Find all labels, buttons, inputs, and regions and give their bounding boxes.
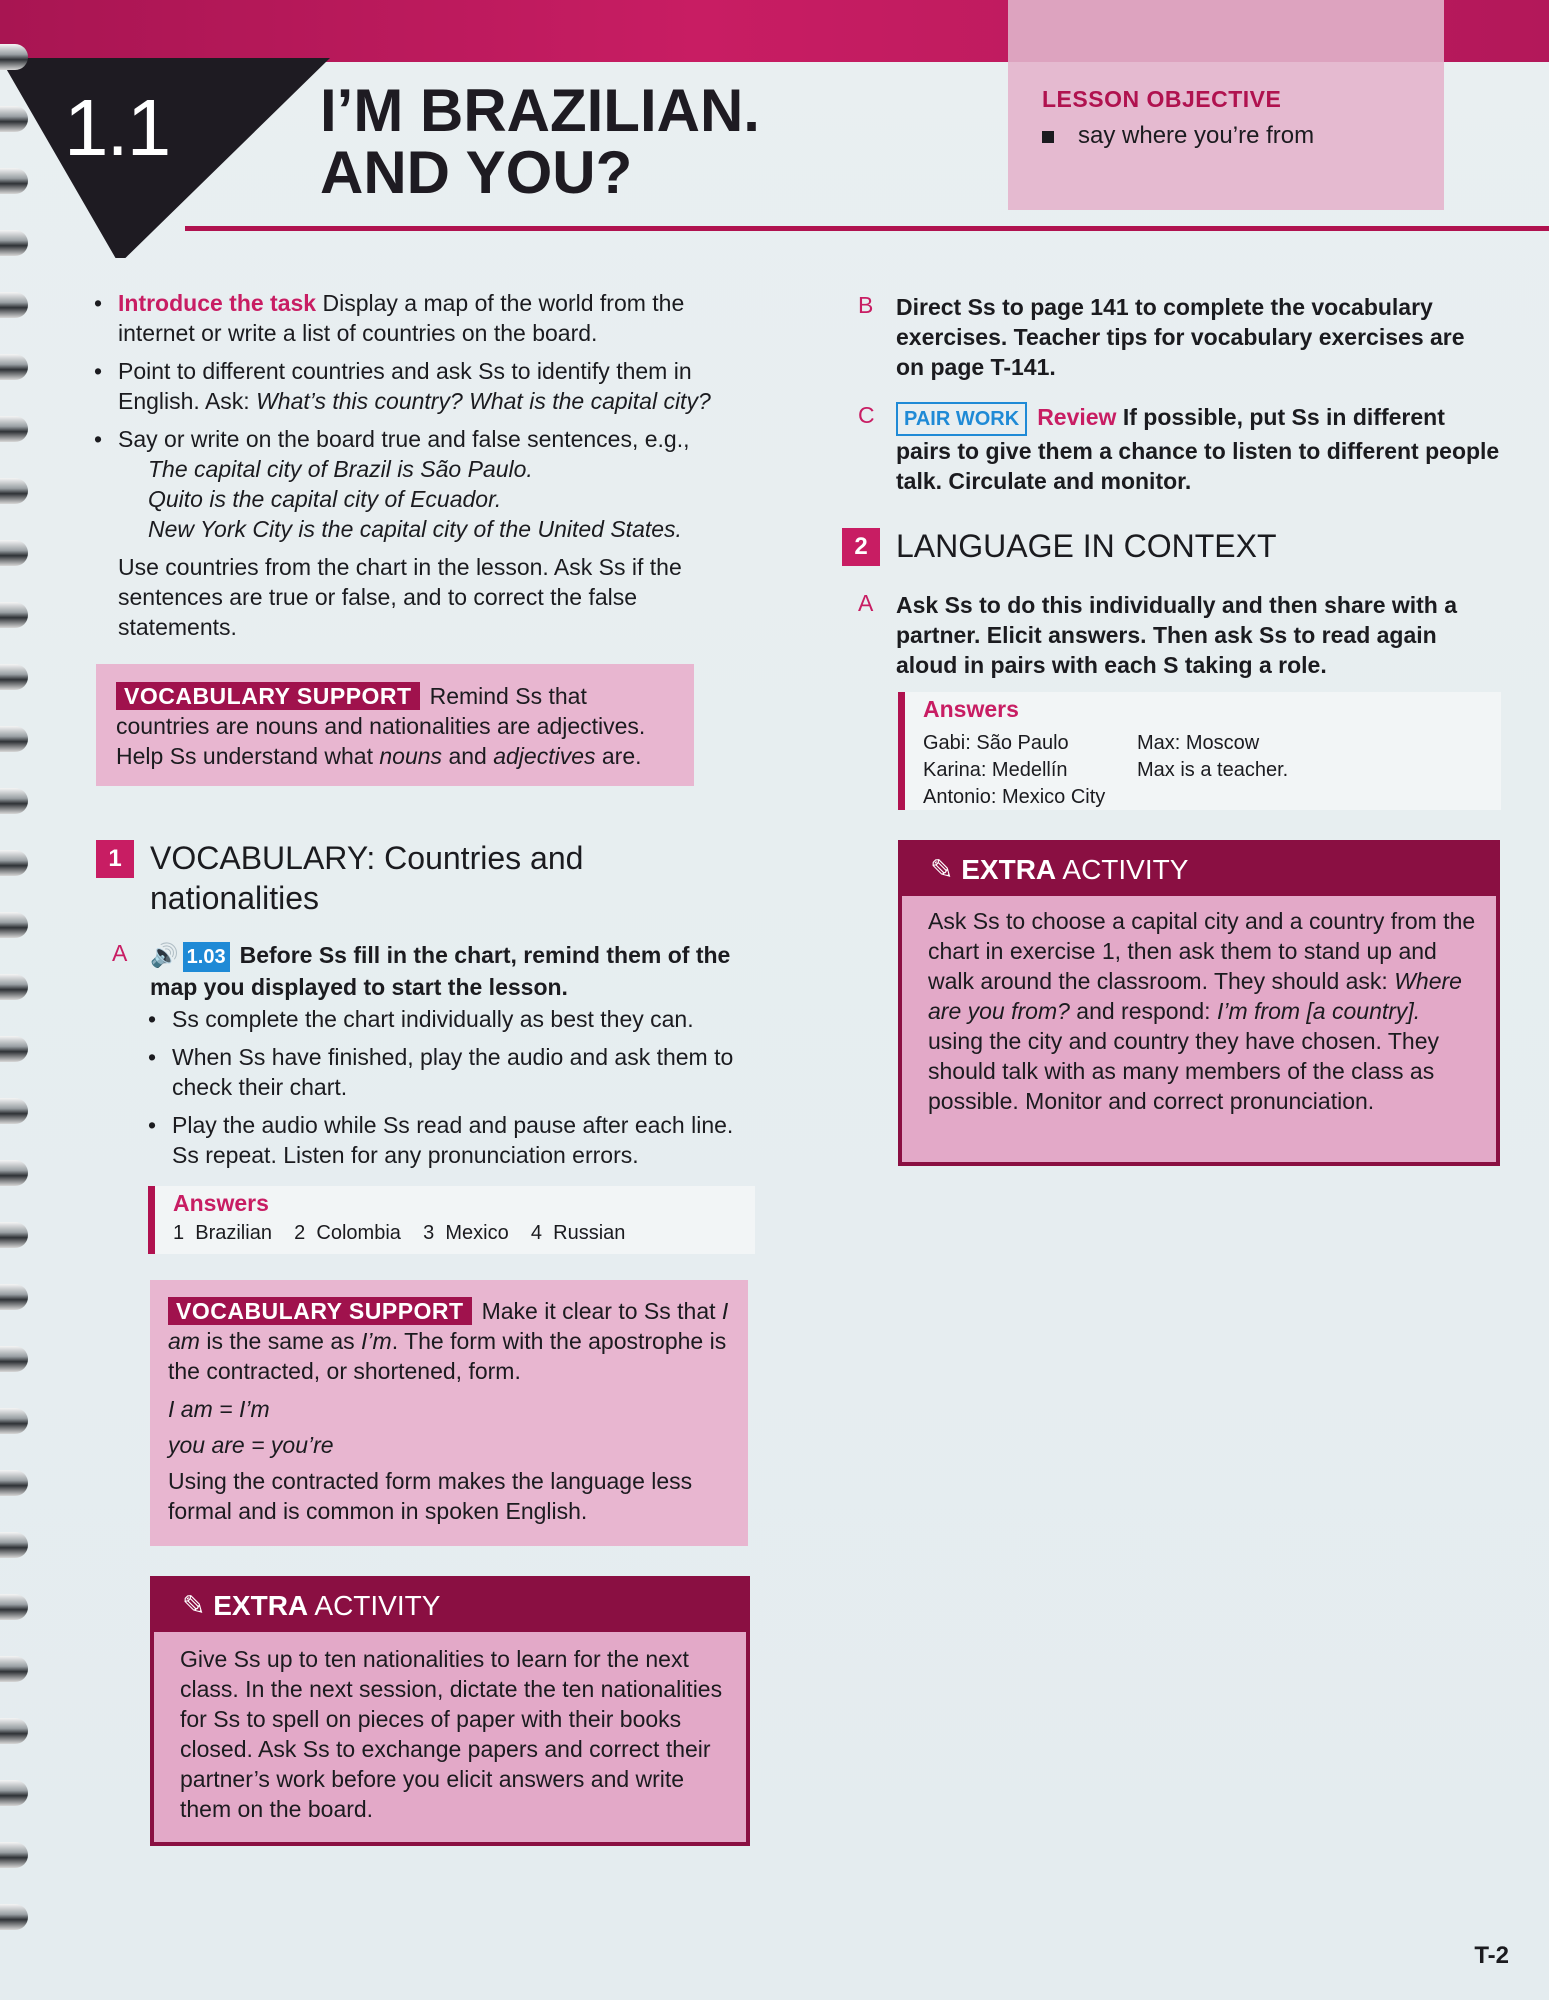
list-item: • Ss complete the chart individually as best they can.: [146, 1004, 746, 1034]
extra2-body-c: using the city and country they have chosen. They should talk with as many members of the class as possible. Monitor and correct pronunciation.: [928, 1028, 1439, 1114]
spiral-ring: [0, 912, 28, 938]
vocabulary-support-tag: VOCABULARY SUPPORT: [116, 682, 420, 710]
vs2-i-am: I am: [168, 1298, 729, 1354]
square-bullet-icon: [1042, 131, 1054, 143]
paperclip-icon: ✎: [182, 1590, 214, 1621]
spiral-ring: [0, 1470, 28, 1496]
spiral-ring: [0, 478, 28, 504]
pair-work-tag: PAIR WORK: [896, 402, 1027, 436]
section-1-A-instruction: Before Ss fill in the chart, remind them of the map you displayed to start the lesson.: [150, 942, 731, 1000]
spiral-ring: [0, 416, 28, 442]
spiral-ring: [0, 974, 28, 1000]
list-item: • When Ss have finished, play the audio and ask them to check their chart.: [146, 1042, 746, 1102]
vocabulary-support-2-text: [168, 1296, 738, 1526]
intro-highlight: Introduce the task: [118, 290, 317, 316]
exercise-B-text: Direct Ss to page 141 to complete the vocabulary exercises. Teacher tips for vocabulary exercises are on page T-141.: [896, 294, 1465, 380]
extra-activity-body: Give Ss up to ten nationalities to learn for the next class. In the next session, dictate the ten nationalities for Ss to spell on pieces of paper with their books closed. Ask Ss to exchange papers and correct their partner’s work before you elicit answers and write them on the board.: [180, 1646, 723, 1822]
answers-col-1: [923, 730, 1105, 811]
lesson-title: [320, 77, 760, 206]
vocabulary-support-tag: VOCABULARY SUPPORT: [168, 1297, 472, 1325]
spiral-ring: [0, 788, 28, 814]
vs1-text-a: Remind Ss that countries are nouns and nationalities are adjectives. Help Ss understand what: [116, 683, 646, 769]
answers-list: 1 Brazilian 2 Colombia 3 Mexico 4 Russian: [173, 1222, 626, 1244]
spiral-ring: [0, 1284, 28, 1310]
section-number-badge: 1: [96, 840, 134, 878]
intro-b1-text: Display a map of the world from the internet or write a list of countries on the board.: [118, 290, 685, 346]
extra-head-bold: EXTRA: [961, 854, 1057, 885]
spiral-ring: [0, 1222, 28, 1248]
intro-b2-question: What’s this country? What is the capital city?: [256, 388, 711, 414]
vs2-closing: Using the contracted form makes the language less formal and is common in spoken English.: [168, 1468, 693, 1524]
extra-activity-box-1: [150, 1576, 750, 1846]
answer-item: Antonio: Mexico City: [923, 786, 1106, 808]
vs2-im: I’m: [361, 1328, 392, 1354]
extra2-body-a: Ask Ss to choose a capital city and a country from the chart in exercise 1, then ask them to stand up and walk around the classroom. They should ask:: [928, 908, 1476, 994]
vocabulary-support-text: [116, 681, 676, 771]
spiral-ring: [0, 1346, 28, 1372]
lesson-number: 1.1: [64, 83, 170, 172]
section-2-title: LANGUAGE IN CONTEXT: [896, 528, 1277, 564]
section-1-title: [150, 838, 583, 918]
audio-track-badge[interactable]: 1.03: [183, 942, 230, 972]
exercise-letter-A: A: [858, 590, 874, 616]
answers-title: Answers: [173, 1190, 269, 1216]
section-1-A-text: [150, 940, 750, 1002]
vs2-equation-2: you are = you’re: [168, 1432, 334, 1458]
spiral-ring: [0, 1408, 28, 1434]
exercise-C-text: [896, 402, 1506, 496]
spiral-ring: [0, 1656, 28, 1682]
extra-activity-body: [928, 906, 1476, 1116]
answers-box-1: [148, 1186, 755, 1254]
extra-head-rest: ACTIVITY: [1056, 854, 1189, 885]
spiral-ring: [0, 1160, 28, 1186]
spiral-ring: [0, 1532, 28, 1558]
section-1-A-bullets: [146, 1004, 746, 1178]
answer-item: Karina: Medellín: [923, 759, 1068, 781]
exercise-C-instruction: If possible, put Ss in different pairs to give them a chance to listen to different people talk. Circulate and monitor.: [896, 404, 1500, 494]
section-number-badge: 2: [842, 528, 880, 566]
extra2-response: I’m from [a country].: [1216, 998, 1421, 1024]
answers-title: Answers: [923, 696, 1019, 722]
spiral-binding: [0, 40, 30, 2000]
exercise-letter-C: C: [858, 402, 875, 428]
extra-activity-header: [902, 844, 1496, 896]
vs1-text-b: are.: [595, 743, 642, 769]
objective-text: say where you’re from: [1078, 122, 1315, 149]
lesson-objective-title: LESSON OBJECTIVE: [1042, 86, 1282, 112]
spiral-ring: [0, 540, 28, 566]
spiral-ring: [0, 664, 28, 690]
spiral-ring: [0, 850, 28, 876]
answer-item: Max is a teacher.: [1137, 759, 1289, 781]
answer-item: Max: Moscow: [1137, 732, 1260, 754]
spiral-ring: [0, 230, 28, 256]
spiral-ring: [0, 292, 28, 318]
intro-b2-text: Point to different countries and ask Ss to identify them in English. Ask:: [118, 358, 692, 414]
list-item: • Play the audio while Ss read and pause after each line. Ss repeat. Listen for any pronunciation errors.: [146, 1110, 746, 1170]
spiral-ring: [0, 1780, 28, 1806]
vs2-text-b: is the same as: [199, 1328, 362, 1354]
example-sentence: The capital city of Brazil is São Paulo.: [148, 456, 533, 482]
extra-head-bold: EXTRA: [213, 1590, 309, 1621]
title-line-1: I’M BRAZILIAN.: [320, 77, 760, 144]
example-sentence: New York City is the capital city of the United States.: [148, 516, 682, 542]
intro-bullets: [92, 288, 732, 642]
spiral-ring: [0, 168, 28, 194]
spiral-ring: [0, 1036, 28, 1062]
intro-b3-text: Say or write on the board true and false sentences, e.g.,: [118, 426, 690, 452]
spiral-ring: [0, 1904, 28, 1930]
title-rule: [185, 226, 1549, 231]
intro-bullet-3: [92, 424, 732, 544]
vs1-nouns: nouns: [379, 743, 443, 769]
answers-box-2: [898, 692, 1501, 810]
section-1-title-line-2: nationalities: [150, 880, 319, 916]
exercise-letter-A: A: [112, 940, 128, 966]
vs2-text-a: Make it clear to Ss that: [481, 1298, 722, 1324]
intro-follow-text: Use countries from the chart in the lesson. Ask Ss if the sentences are true or false, and to correct the false statements.: [118, 554, 682, 640]
intro-bullet-2: [92, 356, 732, 416]
spiral-ring: [0, 354, 28, 380]
spiral-ring: [0, 1842, 28, 1868]
vs2-text-c: . The form with the apostrophe is the contracted, or shortened, form.: [168, 1328, 727, 1384]
extra-head-rest: ACTIVITY: [308, 1590, 441, 1621]
spiral-ring: [0, 44, 28, 70]
vs1-adjectives: adjectives: [493, 743, 596, 769]
spiral-ring: [0, 1098, 28, 1124]
extra2-question: Where are you from?: [928, 968, 1462, 1024]
spiral-ring: [0, 106, 28, 132]
extra-activity-header: [154, 1580, 746, 1632]
review-label: Review: [1037, 404, 1117, 430]
extra-activity-box-2: [898, 840, 1500, 1166]
extra2-body-b: and respond:: [1069, 998, 1217, 1024]
intro-bullet-1: [92, 288, 732, 348]
section-2-A-text: Ask Ss to do this individually and then share with a partner. Elicit answers. Then ask Ss to read again aloud in pairs with each S taking a role.: [896, 592, 1458, 678]
exercise-letter-B: B: [858, 292, 874, 318]
section-1-title-line-1: VOCABULARY: Countries and: [150, 840, 584, 876]
vs1-and: and: [442, 743, 494, 769]
answer-item: Gabi: São Paulo: [923, 732, 1069, 754]
title-line-2: AND YOU?: [320, 139, 633, 206]
speaker-icon[interactable]: 🔊: [150, 942, 179, 968]
lesson-objective-item: [1042, 122, 1314, 150]
spiral-ring: [0, 602, 28, 628]
spiral-ring: [0, 1594, 28, 1620]
spiral-ring: [0, 726, 28, 752]
example-sentence: Quito is the capital city of Ecuador.: [148, 486, 502, 512]
answers-col-2: [1137, 730, 1288, 784]
page-number: T-2: [1474, 1942, 1509, 1969]
paperclip-icon: ✎: [930, 854, 962, 885]
spiral-ring: [0, 1718, 28, 1744]
vs2-equation-1: I am = I’m: [168, 1396, 270, 1422]
